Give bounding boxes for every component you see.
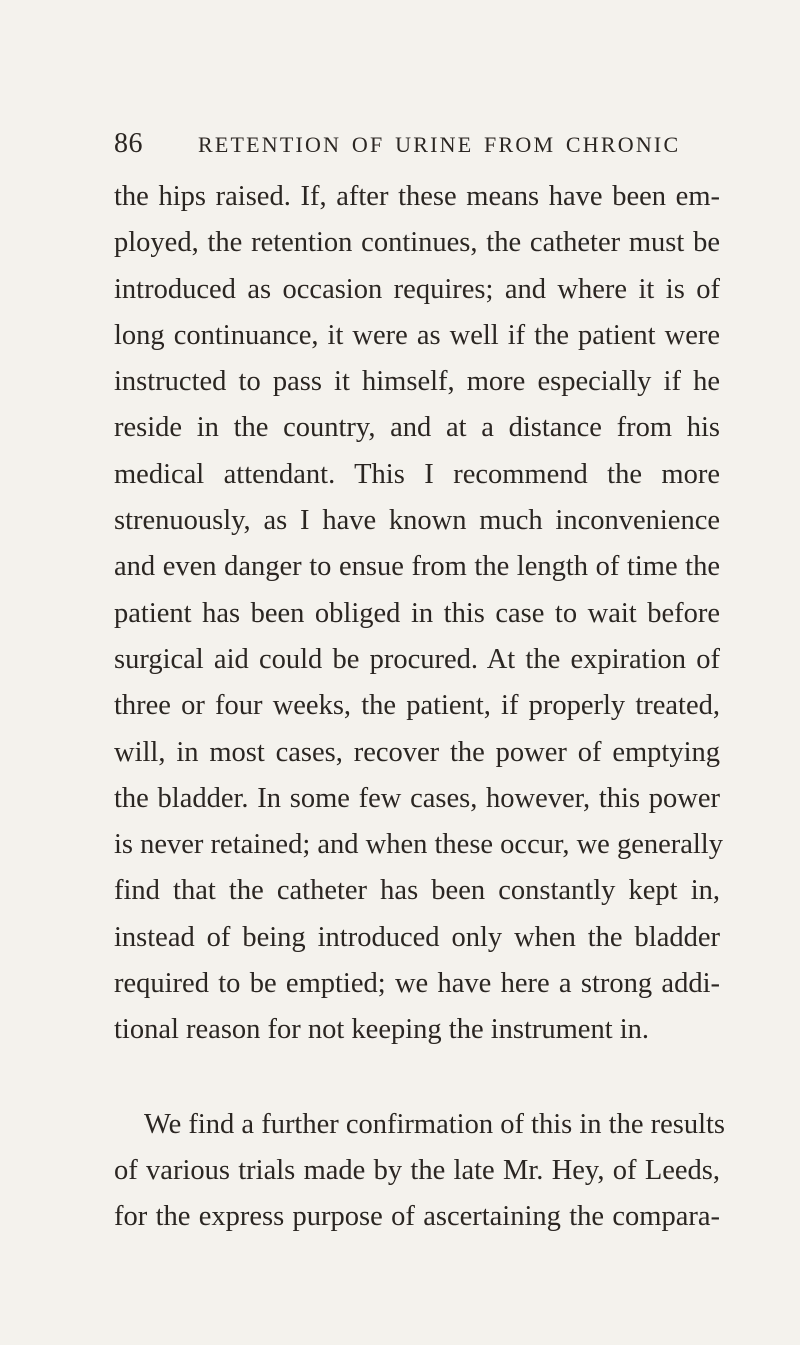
text-line: required to be emptied; we have here a strong addi- xyxy=(114,968,720,1000)
text-line: will, in most cases, recover the power of emptying xyxy=(114,736,720,768)
text-line: instructed to pass it himself, more especially if he xyxy=(114,366,720,398)
text-line: strenuously, as I have known much inconvenience xyxy=(114,505,720,537)
text-line: long continuance, it were as well if the patient were xyxy=(114,319,720,351)
text-line: for the express purpose of ascertaining the compara- xyxy=(114,1201,720,1233)
page-number: 86 xyxy=(114,128,143,159)
text-line: medical attendant. This I recommend the more xyxy=(114,458,720,490)
text-line: the hips raised. If, after these means have been em- xyxy=(114,181,720,212)
body-text xyxy=(114,174,726,1241)
paragraph-break xyxy=(114,1054,720,1102)
text-line: surgical aid could be procured. At the expiration of xyxy=(114,643,720,675)
text-line: introduced as occasion requires; and where it is of xyxy=(114,273,720,305)
page-header xyxy=(114,128,720,168)
text-line: We find a further confirmation of this in the results xyxy=(144,1108,726,1140)
text-line: the bladder. In some few cases, however, this power xyxy=(114,782,720,814)
text-line: find that the catheter has been constantly kept in, xyxy=(114,875,720,907)
text-line: instead of being introduced only when the bladder xyxy=(114,921,720,953)
text-line: and even danger to ensue from the length of time the xyxy=(114,551,720,583)
text-line: tional reason for not keeping the instrument in. xyxy=(114,1014,650,1046)
text-line: three or four weeks, the patient, if properly treated, xyxy=(114,690,720,722)
paragraph-1 xyxy=(114,174,723,1054)
text-line: patient has been obliged in this case to wait before xyxy=(114,597,720,629)
text-line: is never retained; and when these occur, we generally xyxy=(114,829,723,861)
text-line: of various trials made by the late Mr. Hey, of Leeds, xyxy=(114,1154,720,1186)
text-line: reside in the country, and at a distance from his xyxy=(114,412,720,444)
paragraph-2 xyxy=(114,1102,726,1241)
running-head: RETENTION OF URINE FROM CHRONIC xyxy=(198,132,681,157)
text-line: ployed, the retention continues, the catheter must be xyxy=(114,227,720,259)
